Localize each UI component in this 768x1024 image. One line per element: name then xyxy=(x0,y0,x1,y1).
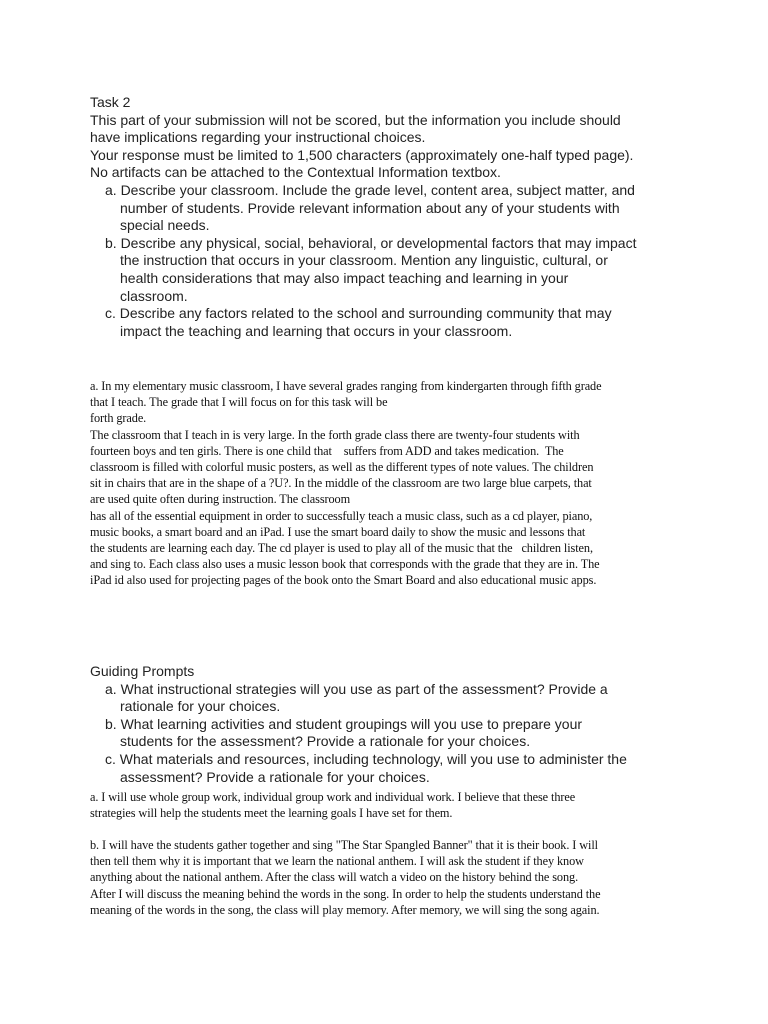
guiding-prompt-item xyxy=(105,751,690,786)
prompt-line: a. What instructional strategies will you use as part of the assessment? Provide a xyxy=(105,680,608,697)
response-line: fourteen boys and ten girls. There is one child that suffers from ADD and takes medication. The xyxy=(90,443,564,458)
response-line: music books, a smart board and an iPad. I use the smart board daily to show the music and lessons that xyxy=(90,524,586,539)
prompt-line: a. Describe your classroom. Include the grade level, content area, subject matter, and xyxy=(105,181,635,198)
prompt-line: c. Describe any factors related to the school and surrounding community that may xyxy=(105,305,612,322)
prompt-line: special needs. xyxy=(120,217,210,234)
answer-line: strategies will help the students meet the learning goals I have set for them. xyxy=(90,806,453,821)
task-intro-line: No artifacts can be attached to the Contextual Information textbox. xyxy=(90,164,501,181)
response-line: The classroom that I teach in is very large. In the forth grade class there are twenty-four students with xyxy=(90,427,580,442)
answer-a xyxy=(90,789,690,821)
task-intro-line: Your response must be limited to 1,500 characters (approximately one-half typed page). xyxy=(90,146,634,163)
task-section xyxy=(90,94,690,340)
answer-line: then tell them why it is important that we learn the national anthem. I will ask the student if they know xyxy=(90,854,584,869)
prompt-line: impact the teaching and learning that occurs in your classroom. xyxy=(120,322,513,339)
task-intro-line: This part of your submission will not be scored, but the information you include should xyxy=(90,111,621,128)
response-line: are used quite often during instruction. The classroom xyxy=(90,492,351,507)
prompt-line: b. Describe any physical, social, behavioral, or developmental factors that may impact xyxy=(105,234,637,251)
prompt-line: the instruction that occurs in your classroom. Mention any linguistic, cultural, or xyxy=(120,252,608,269)
guiding-heading: Guiding Prompts xyxy=(90,663,195,679)
response-a xyxy=(90,378,690,589)
prompt-line: number of students. Provide relevant information about any of your students with xyxy=(120,199,620,216)
guiding-prompt-list xyxy=(90,681,690,787)
response-line: a. In my elementary music classroom, I have several grades ranging from kindergarten through fifth grade xyxy=(90,379,602,393)
prompt-line: students for the assessment? Provide a rationale for your choices. xyxy=(120,733,531,750)
prompt-line: c. What materials and resources, including technology, will you use to administer the xyxy=(105,750,627,767)
prompt-line: rationale for your choices. xyxy=(120,698,281,715)
prompt-line: b. What learning activities and student groupings will you use to prepare your xyxy=(105,715,583,732)
response-line: that I teach. The grade that I will focus on for this task will be xyxy=(90,395,388,410)
task-prompt-item xyxy=(105,182,690,235)
task-heading: Task 2 xyxy=(90,94,131,110)
prompt-line: classroom. xyxy=(120,287,188,304)
task-prompt-item xyxy=(105,305,690,340)
task-intro xyxy=(90,112,690,182)
response-line: the students are learning each day. The cd player is used to play all of the music that the children listen, xyxy=(90,541,593,556)
response-line: classroom is filled with colorful music posters, as well as the different types of note values. The children xyxy=(90,460,594,475)
prompt-line: assessment? Provide a rationale for your choices. xyxy=(120,768,430,785)
task-prompt-item xyxy=(105,235,690,305)
answer-line: After I will discuss the meaning behind the words in the song. In order to help the students understand the xyxy=(90,886,601,901)
response-line: iPad id also used for projecting pages of the book onto the Smart Board and also educational music apps. xyxy=(90,573,597,588)
answer-b xyxy=(90,837,690,918)
prompt-line: health considerations that may also impact teaching and learning in your xyxy=(120,269,569,286)
guiding-prompt-item xyxy=(105,681,690,716)
guiding-prompt-item xyxy=(105,716,690,751)
answer-line: anything about the national anthem. After the class will watch a video on the history behind the song. xyxy=(90,870,579,885)
answer-line: b. I will have the students gather together and sing "The Star Spangled Banner" that it is their book. I will xyxy=(90,838,598,852)
answer-line: a. I will use whole group work, individual group work and individual work. I believe that these three xyxy=(90,790,576,804)
answer-line: meaning of the words in the song, the class will play memory. After memory, we will sing the song again. xyxy=(90,902,600,917)
response-line: has all of the essential equipment in order to successfully teach a music class, such as a cd player, piano, xyxy=(90,508,593,523)
task-intro-line: have implications regarding your instructional choices. xyxy=(90,129,426,146)
response-line: forth grade. xyxy=(90,411,147,426)
guiding-section xyxy=(90,663,690,786)
response-line: sit in chairs that are in the shape of a ?U?. In the middle of the classroom are two large blue carpets, that xyxy=(90,476,592,491)
response-line: and sing to. Each class also uses a music lesson book that corresponds with the grade that they are in. The xyxy=(90,557,600,572)
task-prompt-list xyxy=(90,182,690,340)
